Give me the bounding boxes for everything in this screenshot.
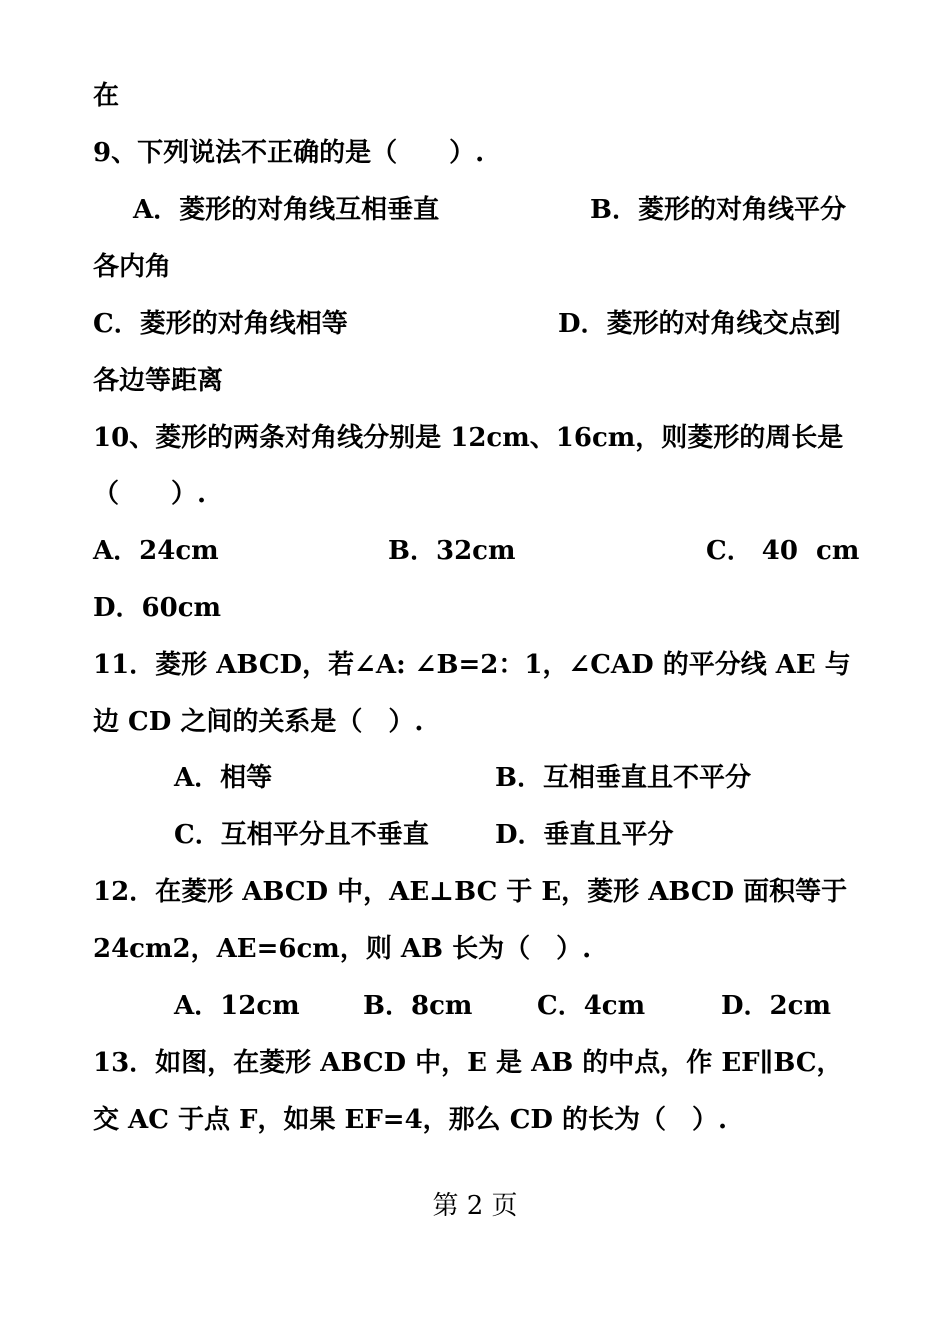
question-11-option-d: D．垂直且平分 [495,820,674,850]
question-12-stem-continuation: 24cm2，AE=6cm，则 AB 长为（ ）. [93,934,592,964]
page-number-footer: 第 2 页 [432,1191,518,1221]
question-10-option-c: C． 40 cm [706,536,860,566]
question-9-option-b-continuation: 各内角 [93,252,172,282]
question-9-option-b: B．菱形的对角线平分 [590,195,846,225]
question-9-stem: 9、下列说法不正确的是（ ）. [93,138,485,168]
question-13-stem: 13．如图，在菱形 ABCD 中，E 是 AB 的中点，作 EF∥BC， [93,1048,843,1078]
question-12-option-d: D．2cm [721,991,831,1021]
question-10-option-b: B．32cm [388,536,516,566]
question-12-option-a: A．12cm [174,991,300,1021]
question-12-option-c: C．4cm [537,991,646,1021]
question-9-option-a: A．菱形的对角线互相垂直 [133,195,440,225]
question-10-stem-continuation: （ ）. [93,479,207,509]
question-9-option-c: C．菱形的对角线相等 [93,309,348,339]
question-12-option-b: B．8cm [363,991,473,1021]
question-10-option-d: D．60cm [93,593,222,623]
question-11-option-a: A．相等 [174,763,273,793]
line-continuation: 在 [93,81,120,111]
question-11-stem-continuation: 边 CD 之间的关系是（ ）. [93,707,424,737]
question-11-option-b: B．互相垂直且不平分 [495,763,751,793]
question-10-option-a: A．24cm [93,536,219,566]
question-11-stem: 11．菱形 ABCD，若∠A: ∠B=2：1，∠CAD 的平分线 AE 与 [93,650,851,680]
question-13-stem-continuation: 交 AC 于点 F，如果 EF=4，那么 CD 的长为（ ）. [93,1105,728,1135]
question-9-option-d-continuation: 各边等距离 [93,366,224,396]
question-11-option-c: C．互相平分且不垂直 [174,820,429,850]
question-12-stem: 12．在菱形 ABCD 中，AE⊥BC 于 E，菱形 ABCD 面积等于 [93,877,848,907]
question-10-stem: 10、菱形的两条对角线分别是 12cm、16cm，则菱形的周长是 [93,423,844,453]
question-9-option-d: D．菱形的对角线交点到 [558,309,841,339]
